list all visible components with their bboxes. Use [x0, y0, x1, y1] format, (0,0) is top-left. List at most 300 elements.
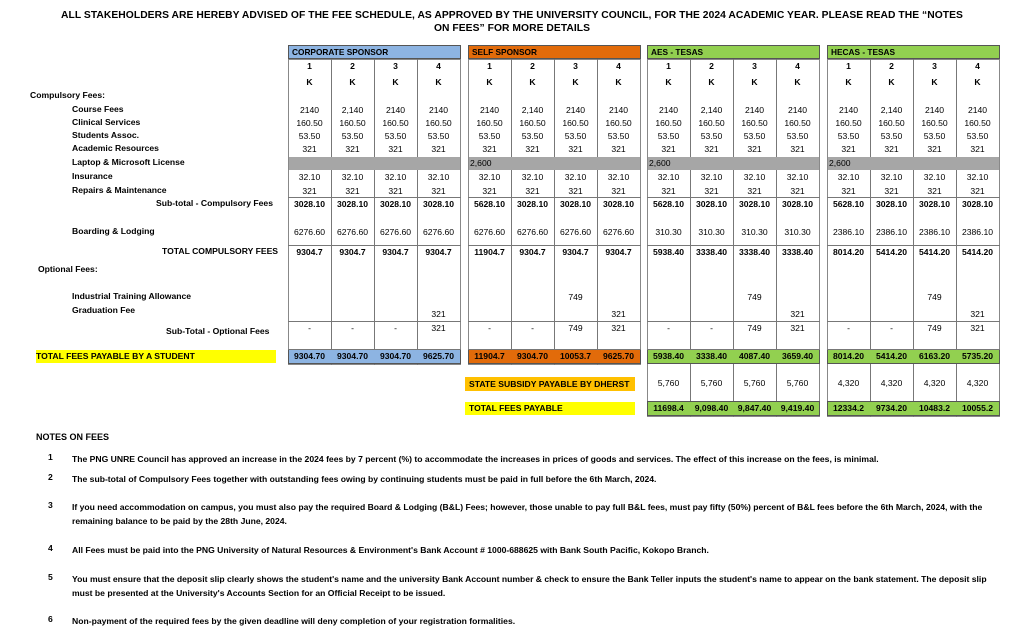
fee-cell: 321	[704, 144, 719, 154]
note-text: If you need accommodation on campus, you must also pay the required Board & Lodging (B&L) Fees; however, those unable to pay full B&L fees, must pay fifty (50%) percent of B&L fees before the 6th March, 2024, with the remaining balance to be paid by the 28th June, 2024.	[72, 502, 983, 526]
fee-cell: 3028.10	[875, 199, 908, 209]
fee-cell: 9304.7	[425, 247, 452, 257]
fee-cell: 9734.20	[875, 403, 908, 413]
label-course-fees: Course Fees	[72, 104, 124, 114]
fee-cell	[468, 291, 511, 304]
fee-cell	[331, 308, 374, 321]
fee-cell: 11698.4	[653, 403, 684, 413]
fee-cell	[511, 157, 554, 170]
fee-cell	[690, 308, 733, 321]
fee-cell: 749	[568, 292, 583, 302]
fee-cell: K	[845, 77, 852, 87]
fee-cell: 5,760	[700, 378, 723, 388]
fee-cell: 321	[431, 144, 446, 154]
fee-cell: 321	[970, 144, 985, 154]
fee-cell: 32.10	[966, 172, 989, 182]
fee-cell: 5414.20	[875, 351, 908, 361]
fee-cell: 53.50	[607, 131, 630, 141]
fee-cell: 3028.10	[516, 199, 549, 209]
fee-cell: 310.30	[784, 227, 811, 237]
fee-cell: 3028.10	[422, 199, 455, 209]
fee-cell: 160.50	[835, 118, 862, 128]
label-total-fees-payable: TOTAL FEES PAYABLE	[465, 402, 635, 415]
fee-cell: 321	[345, 186, 360, 196]
fee-cell: 310.30	[741, 227, 768, 237]
fee-cell: 5938.40	[652, 351, 685, 361]
fee-cell: 2140	[744, 105, 765, 115]
fee-cell: 32.10	[564, 172, 587, 182]
label-industrial: Industrial Training Allowance	[72, 291, 192, 301]
fee-cell: 160.50	[339, 118, 366, 128]
fee-cell	[776, 157, 819, 170]
fee-cell: 32.10	[880, 172, 903, 182]
fee-cell	[956, 291, 999, 304]
note-number: 2	[48, 472, 53, 482]
label-students-assoc: Students Assoc.	[72, 130, 140, 140]
fee-cell: 160.50	[605, 118, 632, 128]
fee-cell	[331, 157, 374, 170]
fee-cell: 5628.10	[832, 199, 865, 209]
fee-cell: -	[488, 323, 491, 333]
note-text: You must ensure that the deposit slip clearly shows the student's name and the university Bank Account number & check to ensure the Bank Teller inputs the student's name to appear on the bank statement. The deposit slip must be presented at the University's Accounts Section for an Official Receipt to be issued.	[72, 574, 987, 598]
fee-cell: 5,760	[657, 378, 680, 388]
sponsor-group-title	[288, 45, 461, 59]
note-text: Non-payment of the required fees by the given deadline will deny completion of your registration formalities.	[72, 616, 516, 626]
fee-cell: 321	[568, 144, 583, 154]
fee-cell: 6276.60	[559, 227, 592, 237]
fee-cell: 321	[302, 144, 317, 154]
fee-cell: K	[888, 77, 895, 87]
fee-cell: 4	[616, 61, 621, 71]
fee-cell: -	[308, 323, 311, 333]
sponsor-group-label: SELF SPONSOR	[472, 47, 538, 57]
fee-cell: 3028.10	[695, 199, 728, 209]
fee-cell	[776, 291, 819, 304]
fee-cell: 321	[482, 144, 497, 154]
fee-cell: K	[708, 77, 715, 87]
fee-cell: 1	[307, 61, 312, 71]
fee-cell	[870, 308, 913, 321]
fee-cell: K	[974, 77, 981, 87]
fee-cell: 321	[927, 186, 942, 196]
fee-cell	[870, 157, 913, 170]
fee-cell: 321	[568, 186, 583, 196]
fee-cell	[374, 157, 417, 170]
fee-cell: 321	[611, 309, 626, 319]
fee-cell	[288, 308, 331, 321]
sponsor-group-label: CORPORATE SPONSOR	[292, 47, 389, 57]
fee-cell: 53.50	[837, 131, 860, 141]
fee-cell: 3028.10	[559, 199, 592, 209]
fee-cell: 32.10	[607, 172, 630, 182]
fee-cell: 3	[573, 61, 578, 71]
fee-cell: 160.50	[296, 118, 323, 128]
fee-cell: 749	[927, 323, 942, 333]
fee-cell: 3028.10	[781, 199, 814, 209]
fee-cell: K	[931, 77, 938, 87]
fee-cell: 32.10	[341, 172, 364, 182]
fee-cell: 321	[970, 186, 985, 196]
fee-cell: 160.50	[519, 118, 546, 128]
fee-cell: 321	[345, 144, 360, 154]
fee-cell: 321	[611, 144, 626, 154]
fee-cell: K	[349, 77, 356, 87]
fee-cell: 160.50	[562, 118, 589, 128]
fee-cell	[870, 291, 913, 304]
fee-cell: 4,320	[966, 378, 989, 388]
fee-cell: 4	[436, 61, 441, 71]
fee-cell: 53.50	[966, 131, 989, 141]
fee-cell: 32.10	[427, 172, 450, 182]
fee-cell: 160.50	[784, 118, 811, 128]
fee-cell: 321	[790, 186, 805, 196]
fee-cell: 53.50	[786, 131, 809, 141]
fee-cell	[913, 308, 956, 321]
fee-cell: 2140	[479, 105, 500, 115]
fee-cell: 321	[611, 186, 626, 196]
label-compulsory-fees: Compulsory Fees:	[30, 90, 105, 100]
fee-cell: -	[710, 323, 713, 333]
fee-cell: 2386.10	[832, 227, 865, 237]
fee-cell: K	[665, 77, 672, 87]
page-title	[0, 9, 1024, 35]
fee-cell	[374, 308, 417, 321]
fee-cell: 53.50	[700, 131, 723, 141]
fee-cell: 4	[975, 61, 980, 71]
fee-cell: 160.50	[382, 118, 409, 128]
fee-cell	[288, 157, 331, 170]
fee-cell: 9304.7	[296, 247, 323, 257]
fee-cell: 321	[388, 186, 403, 196]
fee-cell: K	[751, 77, 758, 87]
fee-cell: 3338.40	[781, 247, 814, 257]
fee-cell: 160.50	[476, 118, 503, 128]
fee-cell: 321	[970, 309, 985, 319]
fee-cell	[468, 308, 511, 321]
label-insurance: Insurance	[72, 171, 113, 181]
fee-cell: 321	[388, 144, 403, 154]
fee-cell	[597, 157, 640, 170]
note-number: 6	[48, 614, 53, 624]
fee-cell	[827, 308, 870, 321]
fee-cell: 5628.10	[652, 199, 685, 209]
fee-cell: 321	[790, 309, 805, 319]
fee-cell: 2386.10	[918, 227, 951, 237]
fee-cell: 10483.2	[918, 403, 951, 413]
fee-cell: 321	[747, 144, 762, 154]
fee-cell: 160.50	[878, 118, 905, 128]
fee-cell: 6276.60	[379, 227, 412, 237]
fee-cell: K	[486, 77, 493, 87]
fee-cell: 3028.10	[293, 199, 326, 209]
fee-cell: 321	[431, 186, 446, 196]
fee-cell: 2140	[565, 105, 586, 115]
fee-cell	[647, 308, 690, 321]
fee-cell: 6163.20	[918, 351, 951, 361]
fee-cell: 9304.7	[382, 247, 409, 257]
fee-cell	[733, 157, 776, 170]
fee-cell: 12334.2	[832, 403, 865, 413]
fee-cell: 5,760	[786, 378, 809, 388]
label-graduation: Graduation Fee	[72, 305, 136, 315]
fee-cell: 2140	[658, 105, 679, 115]
fee-cell: 749	[568, 323, 583, 333]
fee-cell	[913, 157, 956, 170]
fee-cell: 321	[970, 323, 985, 333]
fee-cell: 321	[431, 309, 446, 319]
fee-cell: 8014.20	[832, 351, 865, 361]
fee-cell: 321	[611, 323, 626, 333]
fee-cell: 321	[302, 186, 317, 196]
fee-cell: K	[572, 77, 579, 87]
fee-cell: 2	[709, 61, 714, 71]
fee-cell	[417, 157, 460, 170]
label-clinical: Clinical Services	[72, 117, 141, 127]
fee-cell: 2	[350, 61, 355, 71]
fee-cell: 2,140	[700, 105, 723, 115]
fee-cell: 10055.2	[961, 403, 994, 413]
fee-cell: 321	[431, 323, 446, 333]
fee-cell: K	[615, 77, 622, 87]
fee-cell: 9304.7	[519, 247, 546, 257]
fee-cell: 2,600	[649, 158, 671, 168]
fee-cell: 3338.40	[695, 351, 728, 361]
fee-cell: 3028.10	[918, 199, 951, 209]
fee-cell: 3028.10	[738, 199, 771, 209]
fee-cell: 9,419.40	[780, 403, 815, 413]
header-line-2: ON FEES” FOR MORE DETAILS	[433, 23, 591, 34]
fee-cell: 749	[747, 323, 762, 333]
fee-cell: 5,760	[743, 378, 766, 388]
fee-cell: 53.50	[880, 131, 903, 141]
sponsor-group-title	[827, 45, 1000, 59]
fee-cell: 6276.60	[293, 227, 326, 237]
fee-cell: 321	[841, 186, 856, 196]
note-text: All Fees must be paid into the PNG University of Natural Resources & Environment's Bank Account # 1000-688625 with Bank South Pacific, Kokopo Branch.	[72, 545, 709, 555]
notes-title: NOTES ON FEES	[36, 432, 110, 442]
fee-cell: -	[394, 323, 397, 333]
fee-cell: 321	[525, 144, 540, 154]
fee-cell	[956, 157, 999, 170]
fee-cell	[511, 308, 554, 321]
fee-cell: 2140	[967, 105, 988, 115]
fee-cell: 321	[704, 186, 719, 196]
fee-cell: K	[392, 77, 399, 87]
fee-cell: 1	[487, 61, 492, 71]
fee-cell: 53.50	[298, 131, 321, 141]
fee-cell: -	[890, 323, 893, 333]
fee-cell: 9304.70	[293, 351, 326, 361]
fee-cell: 9,098.40	[694, 403, 729, 413]
fee-cell	[511, 291, 554, 304]
fee-cell: 11904.7	[474, 247, 505, 257]
fee-cell: 32.10	[923, 172, 946, 182]
fee-cell	[417, 291, 460, 304]
label-repairs: Repairs & Maintenance	[72, 185, 167, 195]
fee-cell: 53.50	[743, 131, 766, 141]
fee-cell: K	[794, 77, 801, 87]
label-academic: Academic Resources	[72, 143, 159, 153]
fee-cell: 5414.20	[961, 247, 994, 257]
fee-cell: 4,320	[837, 378, 860, 388]
fee-cell: 9304.70	[516, 351, 549, 361]
fee-cell: 2386.10	[961, 227, 994, 237]
fee-cell	[374, 291, 417, 304]
fee-cell	[690, 291, 733, 304]
fee-cell: 160.50	[698, 118, 725, 128]
fee-cell: 9625.70	[602, 351, 635, 361]
fee-cell: -	[531, 323, 534, 333]
label-state-subsidy: STATE SUBSIDY PAYABLE BY DHERST	[465, 377, 635, 391]
note-number: 5	[48, 572, 53, 582]
fee-cell: 321	[884, 186, 899, 196]
fee-cell: 3	[752, 61, 757, 71]
fee-cell: 53.50	[427, 131, 450, 141]
fee-cell: 321	[661, 144, 676, 154]
fee-cell: 32.10	[298, 172, 321, 182]
fee-cell: 2,140	[341, 105, 364, 115]
fee-cell: 9304.70	[379, 351, 412, 361]
fee-cell: 5628.10	[473, 199, 506, 209]
fee-cell: 310.30	[655, 227, 682, 237]
fee-cell: 160.50	[425, 118, 452, 128]
fee-cell: 6276.60	[336, 227, 369, 237]
fee-cell: K	[435, 77, 442, 87]
fee-cell: 3338.40	[738, 247, 771, 257]
sponsor-group-title	[468, 45, 641, 59]
fee-cell: 4	[795, 61, 800, 71]
fee-cell: 3028.10	[961, 199, 994, 209]
label-total-compulsory: TOTAL COMPULSORY FEES	[162, 246, 279, 256]
fee-cell: 3	[393, 61, 398, 71]
fee-cell: 53.50	[521, 131, 544, 141]
fee-cell: 1	[846, 61, 851, 71]
fee-cell	[554, 157, 597, 170]
fee-cell: 4,320	[880, 378, 903, 388]
fee-cell: 9625.70	[422, 351, 455, 361]
fee-cell: 4,320	[923, 378, 946, 388]
label-sub-optional: Sub-Total - Optional Fees	[166, 326, 270, 336]
fee-cell: 2140	[838, 105, 859, 115]
fee-cell: 2386.10	[875, 227, 908, 237]
fee-cell: 6276.60	[602, 227, 635, 237]
fee-cell: 5735.20	[961, 351, 994, 361]
fee-cell	[827, 291, 870, 304]
note-number: 4	[48, 543, 53, 553]
fee-cell: 310.30	[698, 227, 725, 237]
fee-cell: 6276.60	[516, 227, 549, 237]
header-line-1: ALL STAKEHOLDERS ARE HEREBY ADVISED OF THE FEE SCHEDULE, AS APPROVED BY THE UNIVERSITY COUNCIL, FOR THE 2024 ACADEMIC YEAR. PLEASE READ THE “NOTES	[61, 10, 963, 21]
fee-cell: 6276.60	[473, 227, 506, 237]
fee-cell: 160.50	[964, 118, 991, 128]
fee-cell: 3659.40	[781, 351, 814, 361]
fee-cell: 749	[927, 292, 942, 302]
fee-cell: 321	[790, 323, 805, 333]
fee-cell: 32.10	[521, 172, 544, 182]
note-number: 3	[48, 500, 53, 510]
fee-cell	[331, 291, 374, 304]
fee-cell: 160.50	[921, 118, 948, 128]
fee-cell: 3028.10	[602, 199, 635, 209]
fee-cell: 6276.60	[422, 227, 455, 237]
fee-cell: 321	[790, 144, 805, 154]
fee-cell: 8014.20	[832, 247, 865, 257]
fee-cell: 53.50	[923, 131, 946, 141]
fee-cell: 32.10	[700, 172, 723, 182]
fee-cell: 160.50	[741, 118, 768, 128]
fee-cell: 5414.20	[918, 247, 951, 257]
fee-cell: 1	[666, 61, 671, 71]
fee-cell: K	[306, 77, 313, 87]
fee-cell: 32.10	[657, 172, 680, 182]
fee-cell: 2140	[299, 105, 320, 115]
label-boarding: Boarding & Lodging	[72, 226, 155, 236]
fee-cell: 9304.70	[336, 351, 369, 361]
note-text: The sub-total of Compulsory Fees together with outstanding fees owing by continuing students must be paid in full before the 6th March, 2024.	[72, 474, 657, 484]
note-number: 1	[48, 452, 53, 462]
fee-cell: 2	[530, 61, 535, 71]
fee-cell: 321	[525, 186, 540, 196]
fee-cell: 9304.7	[605, 247, 632, 257]
fee-cell: 9304.7	[562, 247, 589, 257]
fee-cell: 53.50	[657, 131, 680, 141]
sponsor-group-label: HECAS - TESAS	[831, 47, 896, 57]
fee-cell: -	[351, 323, 354, 333]
fee-cell: -	[847, 323, 850, 333]
fee-cell	[288, 291, 331, 304]
fee-cell: 2,600	[470, 158, 492, 168]
fee-cell: 321	[661, 186, 676, 196]
fee-cell: 3028.10	[336, 199, 369, 209]
fee-cell: 32.10	[837, 172, 860, 182]
fee-cell: 53.50	[341, 131, 364, 141]
fee-cell: 11904.7	[474, 351, 505, 361]
fee-cell: 2140	[787, 105, 808, 115]
fee-cell: 321	[482, 186, 497, 196]
fee-cell: 53.50	[478, 131, 501, 141]
fee-cell: 3	[932, 61, 937, 71]
fee-cell: 5938.40	[652, 247, 685, 257]
fee-cell: 160.50	[655, 118, 682, 128]
fee-cell	[733, 308, 776, 321]
fee-cell: 53.50	[564, 131, 587, 141]
label-subtotal: Sub-total - Compulsory Fees	[156, 198, 273, 208]
label-laptop: Laptop & Microsoft License	[72, 157, 185, 167]
fee-cell	[554, 308, 597, 321]
fee-cell: -	[667, 323, 670, 333]
fee-cell: 32.10	[743, 172, 766, 182]
fee-cell: 321	[884, 144, 899, 154]
fee-cell: 321	[927, 144, 942, 154]
fee-cell: 2,140	[880, 105, 903, 115]
fee-cell	[690, 157, 733, 170]
fee-cell: K	[529, 77, 536, 87]
fee-cell: 2140	[608, 105, 629, 115]
fee-cell: 4087.40	[738, 351, 771, 361]
fee-cell: 2140	[428, 105, 449, 115]
fee-cell: 321	[747, 186, 762, 196]
fee-cell: 32.10	[384, 172, 407, 182]
fee-cell: 32.10	[786, 172, 809, 182]
fee-cell: 53.50	[384, 131, 407, 141]
fee-cell: 10053.7	[559, 351, 592, 361]
fee-cell	[597, 291, 640, 304]
sponsor-group-title	[647, 45, 820, 59]
label-optional-fees: Optional Fees:	[38, 264, 98, 274]
fee-cell: 9304.7	[339, 247, 366, 257]
fee-cell: 3028.10	[379, 199, 412, 209]
fee-cell	[647, 291, 690, 304]
